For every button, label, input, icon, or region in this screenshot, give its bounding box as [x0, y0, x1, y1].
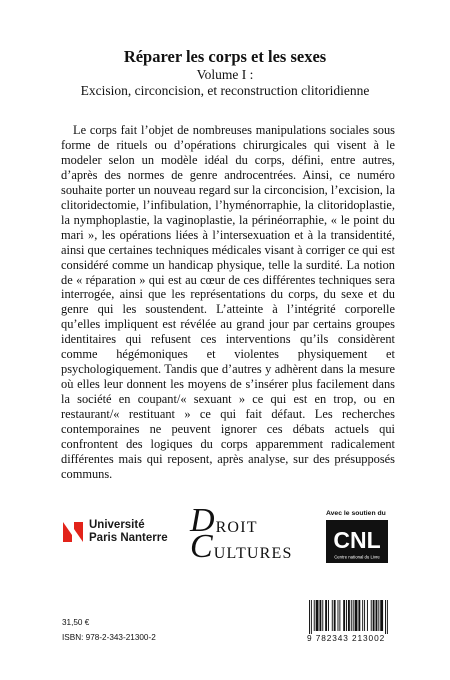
barcode-bar [351, 600, 352, 631]
barcode-bar [371, 600, 372, 631]
isbn: ISBN: 978-2-343-21300-2 [62, 633, 156, 642]
back-cover-blurb: Le corps fait l’objet de nombreuses manipulations sociales sous forme de rituels ou d’opérations chirurgicales qui visent à le modeler selon un modèle idéal du corps, défini, entre autres, d’après des normes de genre androcentrées. Ainsi, ce numéro souhaite porter un nouveau regard sur la circoncision, l’excision, la clitoridectomie, l’infibulation, l’hyménorraphie, la clitoridoplastie, la nymphoplastie, la vaginoplastie, la périnéorraphie, « le point du mari », les opérations liées à l’intersexuation et à la transidentité, ainsi que certaines techniques médicales visant à corriger ce qui est considéré comme un handicap physique, telle la surdité. La notion de « réparation » qui est au cœur de ces différentes techniques sera interrogée, ainsi que les représentations du corps, du sexe et du genre qui les soustendent. L’atteinte à l’intégrité corporelle qu’elles impliquent est révélée au grand jour par certains groupes identitaires qui refusent ces interventions qu’ils considèrent comme hégémoniques et violentes physiquement et psychologiquement. Tandis que d’autres y adhèrent dans la mesure où elles leur donnent les moyens de s’insérer plus facilement dans la société en coupant/« sexuant » ce qui est en trop, ou en restaurant/« restituant » ce qui fait défaut. Les recherches contemporaines ne peuvent ignorer ces débats actuels qui confrontent des logiques du corps apparemment radicalement différentes mais qui reposent, après analyse, sur des présupposés communs. [61, 123, 395, 481]
barcode [307, 600, 404, 643]
cultures-initial: C [190, 528, 213, 565]
cnl-tagline: Centre national du Livre [334, 554, 380, 560]
cnl-logo-icon [326, 520, 388, 563]
droit-rest: ROIT [215, 519, 258, 536]
barcode-bar [339, 600, 340, 631]
volume-label: Volume I : [196, 67, 254, 82]
book-title: Réparer les corps et les sexes [123, 47, 327, 66]
barcode-bar [367, 600, 368, 631]
barcode-bar [311, 600, 312, 634]
university-n-icon [62, 521, 84, 543]
barcode-bar [364, 600, 365, 631]
barcode-bar [380, 600, 383, 631]
university-line-2: Paris Nanterre [89, 532, 168, 544]
barcode-digits: 9 782343 213002 [307, 633, 386, 643]
droit-initial: D [190, 502, 215, 539]
university-line-1: Université [89, 519, 145, 531]
barcode-bar [334, 600, 336, 631]
barcode-bar [319, 600, 321, 631]
cultures-rest: ULTURES [213, 545, 293, 562]
droit-cultures-logo [190, 502, 293, 565]
cnl-letters: CNL [333, 527, 381, 553]
support-caption: Avec le soutien du [326, 510, 386, 517]
barcode-bar [362, 600, 363, 631]
barcode-bar [373, 600, 375, 631]
barcode-bar [378, 600, 379, 631]
barcode-bar [338, 600, 339, 631]
cnl-support [326, 510, 406, 563]
book-header [0, 47, 450, 99]
barcode-bar [316, 600, 319, 631]
barcode-bar [328, 600, 329, 631]
book-subtitle: Excision, circoncision, et reconstruction clitoridienne [80, 83, 370, 98]
barcode-bar [376, 600, 378, 631]
barcode-bar [332, 600, 333, 631]
university-name [89, 519, 168, 545]
barcode-bar [385, 600, 386, 634]
barcode-bars [307, 600, 404, 634]
barcode-bar [325, 600, 327, 631]
barcode-bar [387, 600, 388, 634]
barcode-bar [346, 600, 347, 631]
barcode-bar [314, 600, 315, 631]
barcode-bar [358, 600, 360, 631]
barcode-bar [309, 600, 310, 634]
barcode-bar [343, 600, 345, 631]
barcode-bar [322, 600, 323, 631]
barcode-bar [353, 600, 354, 631]
university-logo [62, 519, 168, 545]
cultures-line [190, 528, 293, 565]
barcode-bar [355, 600, 358, 631]
barcode-bar [348, 600, 350, 631]
price: 31,50 € [62, 618, 90, 627]
